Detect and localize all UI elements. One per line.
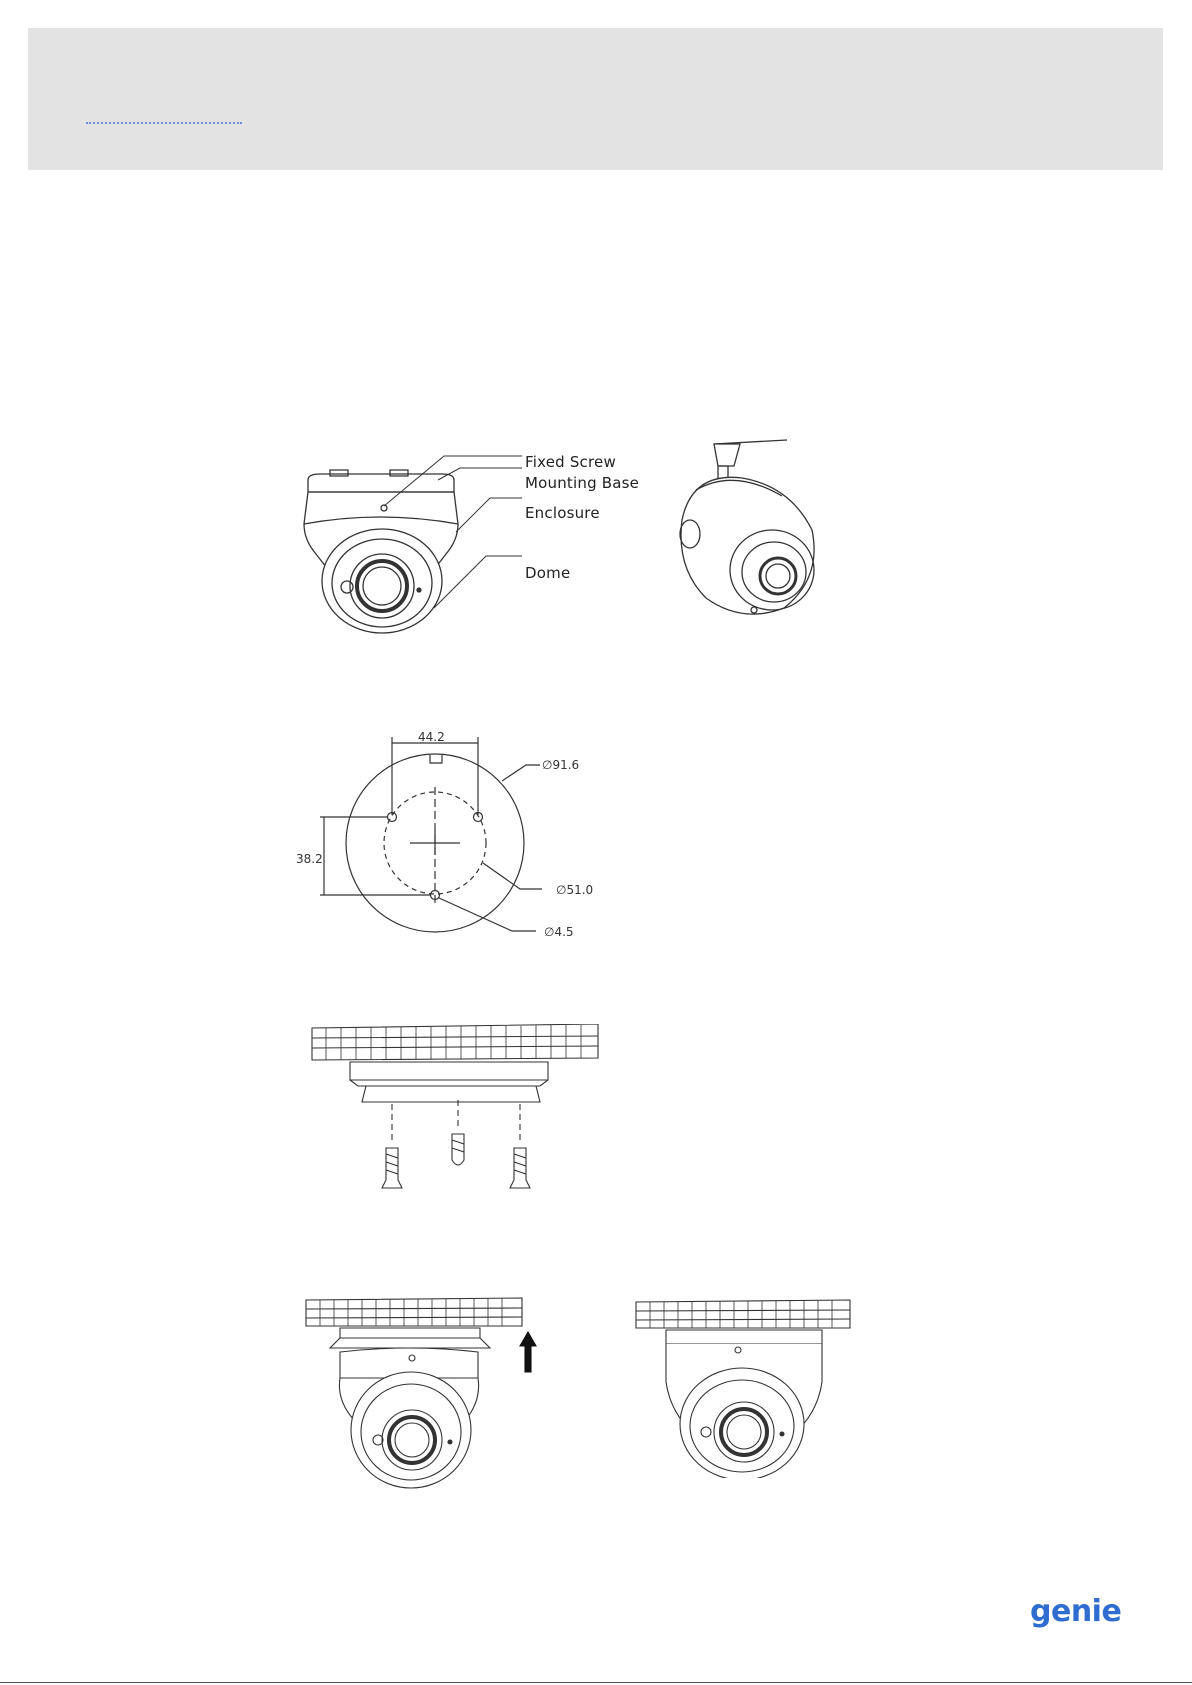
mount-camera-arrow-figure bbox=[300, 1294, 560, 1494]
dim-vertical-spacing: 38.2 bbox=[296, 852, 323, 866]
callout-enclosure: Enclosure bbox=[525, 504, 600, 522]
camera-screwdriver-figure bbox=[672, 438, 832, 618]
callout-fixed-screw: Fixed Screw bbox=[525, 453, 616, 471]
mounted-camera-figure bbox=[634, 1298, 854, 1478]
callout-dome: Dome bbox=[525, 564, 571, 582]
base-screws-figure bbox=[308, 1024, 608, 1194]
callout-mounting-base: Mounting Base bbox=[525, 474, 640, 492]
header-band bbox=[28, 28, 1163, 170]
footer-rule bbox=[0, 1682, 1192, 1683]
dim-base-diameter: ∅91.6 bbox=[542, 758, 580, 772]
dim-hole-diameter: ∅4.5 bbox=[544, 925, 574, 939]
dim-circle-diameter: ∅51.0 bbox=[556, 883, 594, 897]
genie-logo: genie bbox=[1030, 1594, 1122, 1629]
header-dotted-underline bbox=[86, 122, 242, 124]
dim-hole-spacing: 44.2 bbox=[418, 730, 445, 744]
drill-template-figure bbox=[290, 705, 630, 950]
camera-callout-figure bbox=[290, 440, 650, 650]
